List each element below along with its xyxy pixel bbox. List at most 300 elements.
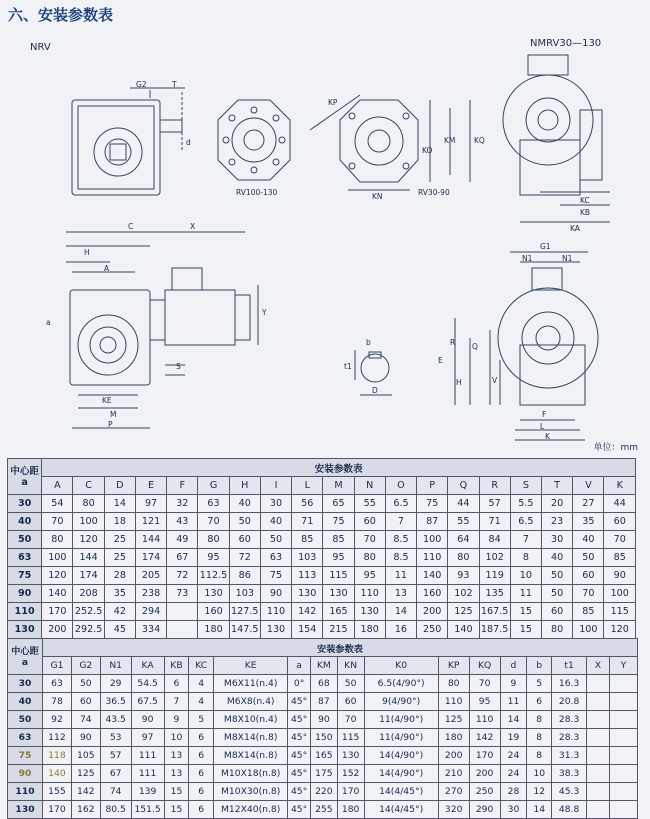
column-header: C bbox=[73, 477, 104, 495]
table-cell: 13 bbox=[385, 585, 416, 603]
table-cell bbox=[609, 729, 637, 747]
table-cell: 252.5 bbox=[73, 603, 104, 621]
table-cell: 6 bbox=[164, 675, 189, 693]
table-cell: 215 bbox=[323, 621, 354, 639]
table-cell: 14 bbox=[385, 603, 416, 621]
table-cell bbox=[587, 783, 610, 801]
table-cell: 14(4/90°) bbox=[364, 765, 438, 783]
table-cell: 75 bbox=[260, 567, 291, 585]
table-cell: 0° bbox=[288, 675, 311, 693]
table-cell: 68 bbox=[310, 675, 337, 693]
table-cell: 50 bbox=[229, 513, 260, 531]
column-header: T bbox=[542, 477, 573, 495]
table-cell: 20 bbox=[542, 495, 573, 513]
row-header-cell: 40 bbox=[8, 693, 43, 711]
table-cell: 175 bbox=[310, 765, 337, 783]
table-cell: 50 bbox=[337, 675, 364, 693]
table-cell: 50 bbox=[573, 549, 604, 567]
table-cell: 13 bbox=[164, 765, 189, 783]
table-cell: 130 bbox=[354, 603, 385, 621]
table-cell: 60 bbox=[604, 513, 636, 531]
table-cell: 80 bbox=[438, 675, 469, 693]
table-cell: 67 bbox=[167, 549, 198, 567]
table-cell: 85 bbox=[604, 549, 636, 567]
row-header-cell: 90 bbox=[8, 765, 43, 783]
table-row bbox=[8, 549, 636, 567]
table-row bbox=[8, 765, 638, 783]
dim-kp: KP bbox=[328, 98, 338, 107]
rv100-caption: RV100-130 bbox=[236, 188, 278, 197]
column-header: O bbox=[385, 477, 416, 495]
nmrv-label: NMRV30—130 bbox=[530, 38, 602, 49]
table-row bbox=[8, 603, 636, 621]
table-header-row bbox=[8, 657, 638, 675]
table-cell: 86 bbox=[229, 567, 260, 585]
column-header: KM bbox=[310, 657, 337, 675]
table-title: 安装参数表 bbox=[42, 459, 636, 477]
table-cell: 205 bbox=[135, 567, 166, 585]
nrv-motor-assembly-view bbox=[66, 232, 258, 428]
table-cell: 6 bbox=[189, 747, 214, 765]
table-cell: 70 bbox=[42, 513, 73, 531]
table-cell: 130 bbox=[323, 585, 354, 603]
table-cell: 67.5 bbox=[131, 693, 164, 711]
table-cell: 16 bbox=[385, 621, 416, 639]
table-cell: 100 bbox=[573, 621, 604, 639]
table-cell bbox=[609, 801, 637, 819]
table-cell: 140 bbox=[448, 621, 479, 639]
table-cell bbox=[609, 747, 637, 765]
table-cell: 142 bbox=[469, 729, 500, 747]
table-row bbox=[8, 531, 636, 549]
table-cell: 40 bbox=[542, 549, 573, 567]
table-cell: 119 bbox=[479, 567, 510, 585]
table-cell: 93 bbox=[448, 567, 479, 585]
table-cell: 18 bbox=[104, 513, 135, 531]
table-cell: 25 bbox=[104, 549, 135, 567]
table-cell: 6 bbox=[189, 729, 214, 747]
table-cell: 6.5 bbox=[510, 513, 541, 531]
table-cell: 180 bbox=[337, 801, 364, 819]
table-cell: 90 bbox=[604, 567, 636, 585]
column-header: KA bbox=[131, 657, 164, 675]
dim-l: L bbox=[540, 422, 545, 431]
table-cell: 130 bbox=[292, 585, 323, 603]
table-cell bbox=[587, 693, 610, 711]
table-cell: 45° bbox=[288, 801, 311, 819]
table-cell: 42 bbox=[104, 603, 135, 621]
table-cell: 170 bbox=[337, 783, 364, 801]
table-cell: 16.3 bbox=[552, 675, 587, 693]
table-cell: 54 bbox=[42, 495, 73, 513]
table-cell: 7 bbox=[510, 531, 541, 549]
table-cell: 80 bbox=[542, 621, 573, 639]
table-cell: 334 bbox=[135, 621, 166, 639]
row-header-cell: 30 bbox=[8, 675, 43, 693]
column-header: S bbox=[510, 477, 541, 495]
table-cell: 147.5 bbox=[229, 621, 260, 639]
table-cell: 23 bbox=[542, 513, 573, 531]
table-cell: 72 bbox=[167, 567, 198, 585]
table-cell bbox=[167, 603, 198, 621]
table-cell: 144 bbox=[135, 531, 166, 549]
table-cell: 4 bbox=[189, 675, 214, 693]
table-cell: 210 bbox=[438, 765, 469, 783]
row-header-cell: 110 bbox=[8, 603, 42, 621]
table-cell: 70 bbox=[354, 531, 385, 549]
table-cell: M8X10(n.4) bbox=[214, 711, 288, 729]
table-cell: 27 bbox=[573, 495, 604, 513]
table-cell: 9 bbox=[164, 711, 189, 729]
table-cell: 92 bbox=[43, 711, 72, 729]
table-cell: 5 bbox=[189, 711, 214, 729]
table-cell: 80 bbox=[448, 549, 479, 567]
column-header: K0 bbox=[364, 657, 438, 675]
table-cell: 55 bbox=[448, 513, 479, 531]
dim-ko: KO bbox=[422, 146, 433, 155]
table-cell: 320 bbox=[438, 801, 469, 819]
table-cell: 7 bbox=[385, 513, 416, 531]
row-header-cell: 50 bbox=[8, 531, 42, 549]
table-cell: 110 bbox=[417, 549, 448, 567]
table-cell: 160 bbox=[198, 603, 229, 621]
table-cell: 60 bbox=[573, 567, 604, 585]
section-title: 六、安装参数表 bbox=[8, 6, 114, 24]
params-table-1 bbox=[7, 458, 636, 639]
table-cell: M8X14(n.8) bbox=[214, 729, 288, 747]
table-cell: 48.8 bbox=[552, 801, 587, 819]
table-cell: 125 bbox=[448, 603, 479, 621]
column-header: Q bbox=[448, 477, 479, 495]
row-header-cell: 50 bbox=[8, 711, 43, 729]
column-header: L bbox=[292, 477, 323, 495]
table-cell: 115 bbox=[604, 603, 636, 621]
table-cell: M10X30(n.8) bbox=[214, 783, 288, 801]
table-cell: 49 bbox=[167, 531, 198, 549]
table-cell: 20.8 bbox=[552, 693, 587, 711]
table-cell: 43.5 bbox=[100, 711, 131, 729]
table-cell: 144 bbox=[73, 549, 104, 567]
table-cell bbox=[167, 621, 198, 639]
table-cell: 8 bbox=[527, 747, 552, 765]
table-cell: 151.5 bbox=[131, 801, 164, 819]
table-cell: 29 bbox=[100, 675, 131, 693]
table-cell: 60 bbox=[229, 531, 260, 549]
column-header: N1 bbox=[100, 657, 131, 675]
column-header: N bbox=[354, 477, 385, 495]
table-cell: 85 bbox=[323, 531, 354, 549]
table-cell: 11(4/90°) bbox=[364, 729, 438, 747]
table-cell: 30 bbox=[260, 495, 291, 513]
table-cell: 90 bbox=[310, 711, 337, 729]
table-cell: 87 bbox=[417, 513, 448, 531]
table-cell bbox=[609, 783, 637, 801]
table-cell: 6.5(4/90°) bbox=[364, 675, 438, 693]
table-cell: 115 bbox=[323, 567, 354, 585]
row-header-cell: 110 bbox=[8, 783, 43, 801]
dim-m: M bbox=[110, 410, 117, 419]
table-cell: 165 bbox=[323, 603, 354, 621]
table-cell: 115 bbox=[337, 729, 364, 747]
table-cell: 270 bbox=[438, 783, 469, 801]
table-cell: 85 bbox=[573, 603, 604, 621]
table-cell: 292.5 bbox=[73, 621, 104, 639]
table-cell: 11(4/90°) bbox=[364, 711, 438, 729]
dim-r: R bbox=[450, 338, 456, 347]
table-cell: 60 bbox=[337, 693, 364, 711]
table-cell: 12 bbox=[527, 783, 552, 801]
table-cell: 43 bbox=[167, 513, 198, 531]
table-cell: 40 bbox=[573, 531, 604, 549]
table-cell: 167.5 bbox=[479, 603, 510, 621]
table-cell: 110 bbox=[438, 693, 469, 711]
table-cell: 40 bbox=[229, 495, 260, 513]
table-cell: 102 bbox=[448, 585, 479, 603]
dim-kc: KC bbox=[580, 196, 590, 205]
table-cell: 103 bbox=[292, 549, 323, 567]
table-cell: 290 bbox=[469, 801, 500, 819]
table-cell: 112.5 bbox=[198, 567, 229, 585]
column-header: G bbox=[198, 477, 229, 495]
table-cell: 8 bbox=[527, 729, 552, 747]
dim-h2: H bbox=[456, 378, 462, 387]
rv30-caption: RV30-90 bbox=[418, 188, 450, 197]
table-cell: 73 bbox=[167, 585, 198, 603]
table-cell: 78 bbox=[43, 693, 72, 711]
table-cell: 140 bbox=[43, 765, 72, 783]
table-cell: 60 bbox=[354, 513, 385, 531]
dim-kb: KB bbox=[580, 208, 591, 217]
table-cell: 10 bbox=[510, 567, 541, 585]
table-cell: 74 bbox=[71, 711, 100, 729]
table-cell: 95 bbox=[469, 693, 500, 711]
column-header: E bbox=[135, 477, 166, 495]
table-cell: 72 bbox=[229, 549, 260, 567]
table-cell: 220 bbox=[310, 783, 337, 801]
table-cell: 53 bbox=[100, 729, 131, 747]
row-header-cell: 130 bbox=[8, 801, 43, 819]
table-cell: 67 bbox=[100, 765, 131, 783]
dim-t: T bbox=[172, 80, 177, 89]
table-title: 安装参数表 bbox=[43, 639, 638, 657]
table-cell bbox=[609, 765, 637, 783]
table-cell: M8X14(n.8) bbox=[214, 747, 288, 765]
table-cell: 130 bbox=[198, 585, 229, 603]
table-cell: 45° bbox=[288, 783, 311, 801]
table-corner-cell: 中心距 a bbox=[8, 639, 43, 675]
table-cell: 90 bbox=[260, 585, 291, 603]
dim-c: C bbox=[128, 222, 134, 231]
table-cell: 142 bbox=[292, 603, 323, 621]
table-cell: 15 bbox=[164, 801, 189, 819]
column-header: d bbox=[500, 657, 527, 675]
table-cell: 111 bbox=[131, 765, 164, 783]
row-header-cell: 75 bbox=[8, 747, 43, 765]
dim-dd: D bbox=[372, 386, 378, 395]
dim-p: P bbox=[108, 420, 113, 429]
table-cell: 6 bbox=[189, 765, 214, 783]
dim-d: d bbox=[186, 138, 191, 147]
column-header: D bbox=[104, 477, 135, 495]
table-cell: 87 bbox=[310, 693, 337, 711]
table-cell: 71 bbox=[479, 513, 510, 531]
dim-g1: G1 bbox=[540, 242, 551, 251]
dim-alpha: a bbox=[46, 318, 51, 327]
table-cell: 10 bbox=[527, 765, 552, 783]
dim-b: b bbox=[366, 338, 371, 347]
table-cell: 120 bbox=[42, 567, 73, 585]
column-header: F bbox=[167, 477, 198, 495]
table-cell: 28.3 bbox=[552, 711, 587, 729]
table-row bbox=[8, 621, 636, 639]
table-cell: 50 bbox=[542, 585, 573, 603]
table-cell: 170 bbox=[43, 801, 72, 819]
table-cell: 6 bbox=[189, 801, 214, 819]
row-header-cell: 40 bbox=[8, 513, 42, 531]
table-cell: 45° bbox=[288, 693, 311, 711]
table-cell: M10X18(n.8) bbox=[214, 765, 288, 783]
dim-g2: G2 bbox=[136, 80, 147, 89]
column-header: KB bbox=[164, 657, 189, 675]
table-corner-cell: 中心距 a bbox=[8, 459, 42, 495]
table-cell: 60 bbox=[71, 693, 100, 711]
table-cell: 130 bbox=[260, 621, 291, 639]
table-cell: 63 bbox=[198, 495, 229, 513]
table-cell: 14 bbox=[500, 711, 527, 729]
table-cell: 63 bbox=[260, 549, 291, 567]
table-cell: 200 bbox=[417, 603, 448, 621]
table-cell: 294 bbox=[135, 603, 166, 621]
table-cell: 170 bbox=[469, 747, 500, 765]
table-cell: 50 bbox=[542, 567, 573, 585]
table-cell: 9 bbox=[500, 675, 527, 693]
table-cell: 100 bbox=[604, 585, 636, 603]
column-header: H bbox=[229, 477, 260, 495]
table-cell: 180 bbox=[198, 621, 229, 639]
row-header-cell: 63 bbox=[8, 729, 43, 747]
table-title-row bbox=[8, 459, 636, 477]
table-cell: 180 bbox=[354, 621, 385, 639]
dim-kn: KN bbox=[372, 192, 383, 201]
column-header: P bbox=[417, 477, 448, 495]
table-cell: 200 bbox=[469, 765, 500, 783]
table-cell: 250 bbox=[469, 783, 500, 801]
row-header-cell: 130 bbox=[8, 621, 42, 639]
table-cell: 55 bbox=[354, 495, 385, 513]
dim-f: F bbox=[542, 410, 547, 419]
table-cell: 170 bbox=[42, 603, 73, 621]
table-cell: 35 bbox=[104, 585, 135, 603]
table-cell: 5 bbox=[527, 675, 552, 693]
table-cell: 118 bbox=[43, 747, 72, 765]
table-cell: 45° bbox=[288, 729, 311, 747]
table-cell: M6X11(n.4) bbox=[214, 675, 288, 693]
column-header: G2 bbox=[71, 657, 100, 675]
column-header: X bbox=[587, 657, 610, 675]
dim-e: E bbox=[438, 356, 443, 365]
table-cell: 71 bbox=[292, 513, 323, 531]
table-cell bbox=[587, 729, 610, 747]
table-cell: 14 bbox=[527, 801, 552, 819]
table-cell: 75 bbox=[323, 513, 354, 531]
table-cell: 103 bbox=[229, 585, 260, 603]
table-cell: 80 bbox=[354, 549, 385, 567]
table-cell: 100 bbox=[417, 531, 448, 549]
table-cell: 90 bbox=[131, 711, 164, 729]
table-cell: 160 bbox=[417, 585, 448, 603]
dim-q: Q bbox=[472, 342, 478, 351]
table-cell: 25 bbox=[104, 531, 135, 549]
column-header: KE bbox=[214, 657, 288, 675]
table-cell: 57 bbox=[100, 747, 131, 765]
dim-k: K bbox=[545, 432, 550, 441]
table-cell: 80 bbox=[42, 531, 73, 549]
table-cell: 24 bbox=[500, 765, 527, 783]
flange-rv100-view bbox=[218, 100, 290, 180]
table-cell bbox=[587, 765, 610, 783]
table-cell: 45° bbox=[288, 765, 311, 783]
table-cell: 154 bbox=[292, 621, 323, 639]
table-cell: 238 bbox=[135, 585, 166, 603]
table-cell bbox=[609, 711, 637, 729]
table-cell: 14(4/45°) bbox=[364, 801, 438, 819]
table-cell: 19 bbox=[500, 729, 527, 747]
table-cell: 95 bbox=[198, 549, 229, 567]
column-header: M bbox=[323, 477, 354, 495]
table-cell: 11 bbox=[500, 693, 527, 711]
table-row bbox=[8, 711, 638, 729]
table-cell: 250 bbox=[417, 621, 448, 639]
table-cell: 112 bbox=[43, 729, 72, 747]
table-cell: 80 bbox=[73, 495, 104, 513]
table-cell: 110 bbox=[469, 711, 500, 729]
table-cell bbox=[587, 747, 610, 765]
nrv-top-side-view bbox=[72, 88, 185, 195]
table-row bbox=[8, 747, 638, 765]
table-cell: 95 bbox=[354, 567, 385, 585]
table-cell: 45 bbox=[104, 621, 135, 639]
table-cell: 162 bbox=[71, 801, 100, 819]
table-cell: 7 bbox=[164, 693, 189, 711]
table-cell: 6 bbox=[527, 693, 552, 711]
table-cell: M12X40(n.8) bbox=[214, 801, 288, 819]
dim-y: Y bbox=[262, 308, 267, 317]
table-cell: 139 bbox=[131, 783, 164, 801]
table-cell: 15 bbox=[510, 621, 541, 639]
column-header: KQ bbox=[469, 657, 500, 675]
dim-h: H bbox=[84, 248, 90, 257]
dim-km: KM bbox=[444, 136, 456, 145]
row-header-cell: 63 bbox=[8, 549, 42, 567]
table-row bbox=[8, 801, 638, 819]
table-cell: 40 bbox=[260, 513, 291, 531]
table-cell: 70 bbox=[604, 531, 636, 549]
table-cell: 45° bbox=[288, 747, 311, 765]
table-cell: 9(4/90°) bbox=[364, 693, 438, 711]
row-header-cell: 75 bbox=[8, 567, 42, 585]
table-cell: 13 bbox=[164, 747, 189, 765]
nmrv-top-view bbox=[503, 55, 610, 222]
table-cell: 44 bbox=[604, 495, 636, 513]
table-cell: 28 bbox=[500, 783, 527, 801]
table-cell: 5.5 bbox=[510, 495, 541, 513]
table-cell: 120 bbox=[604, 621, 636, 639]
table-cell: 44 bbox=[448, 495, 479, 513]
table-row bbox=[8, 729, 638, 747]
table-cell: 11 bbox=[385, 567, 416, 585]
table-title-row bbox=[8, 639, 638, 657]
column-header: R bbox=[479, 477, 510, 495]
